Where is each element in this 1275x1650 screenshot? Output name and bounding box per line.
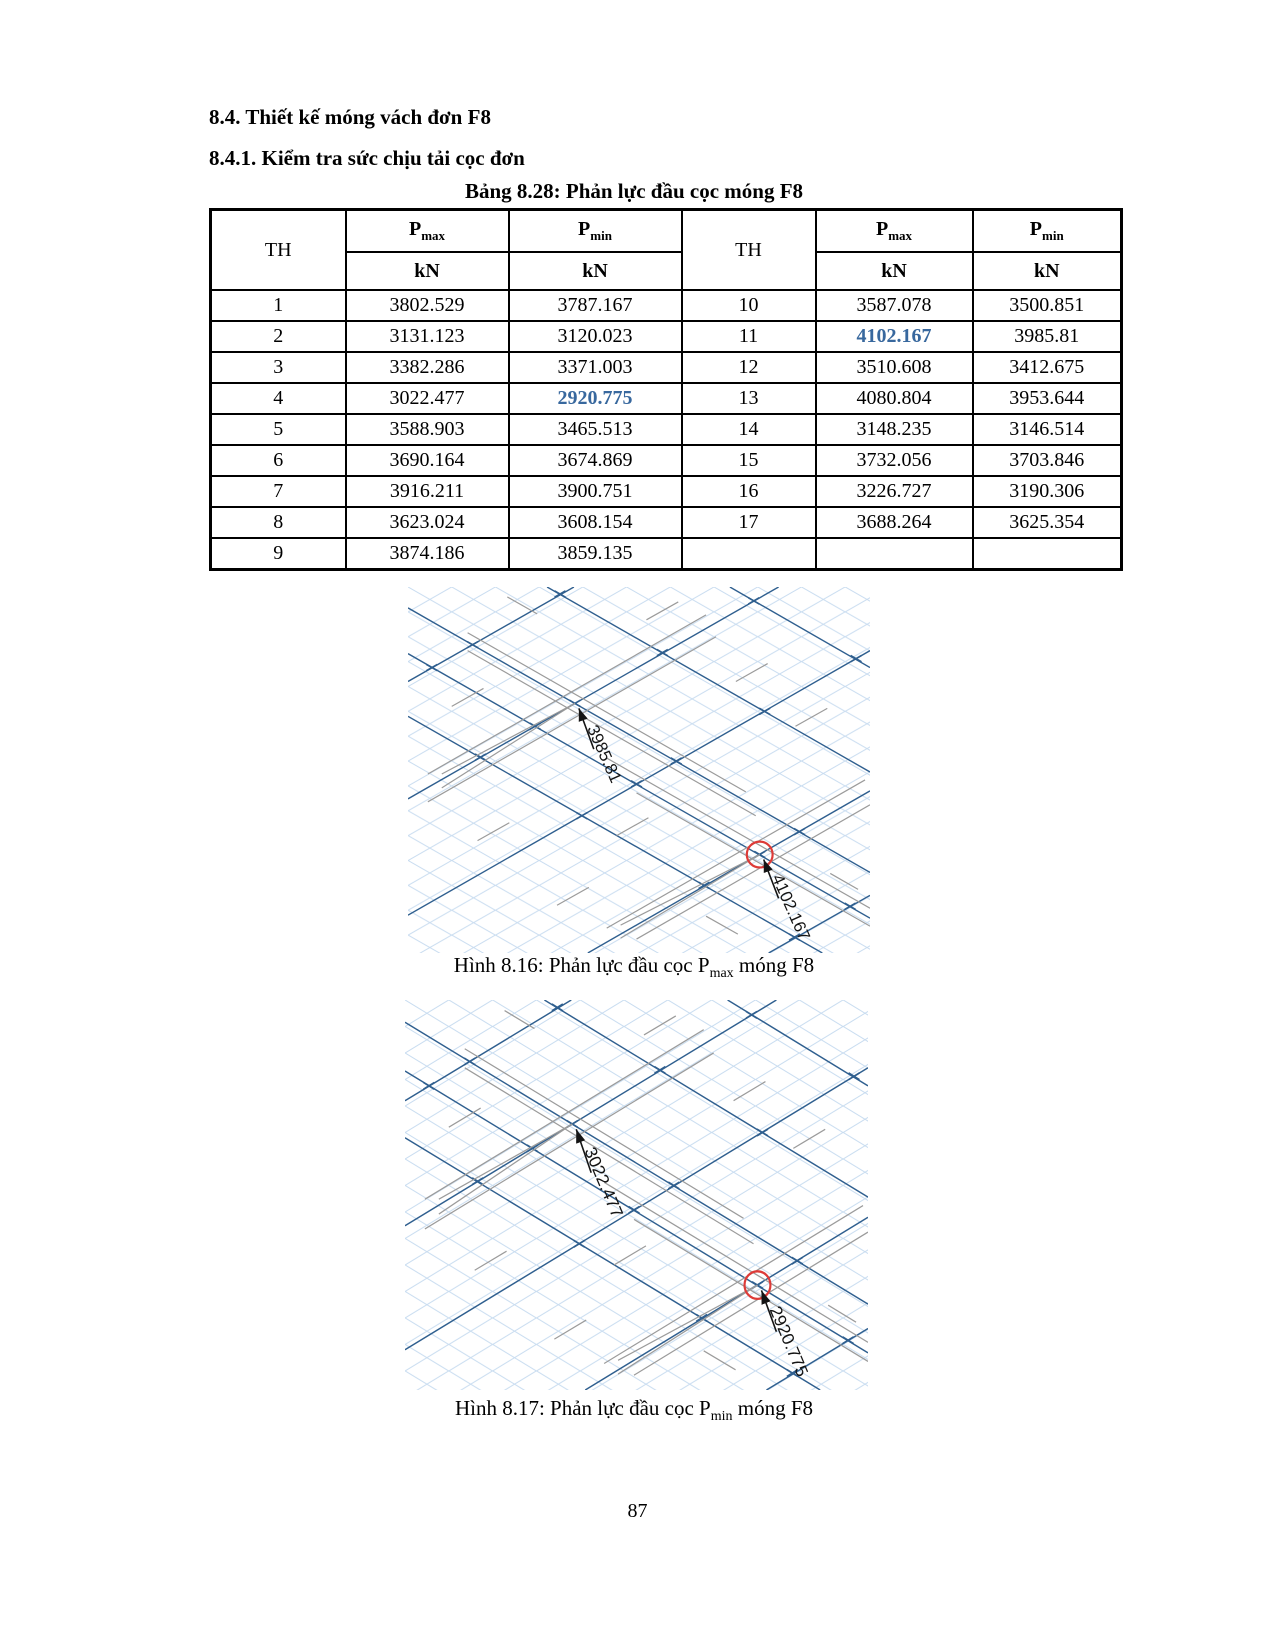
table-row xyxy=(211,538,1122,570)
cell-reaction-value: 3412.675 xyxy=(973,352,1122,383)
table-row xyxy=(211,507,1122,538)
cell-reaction-value: 3623.024 xyxy=(346,507,509,538)
pile-reaction-label: 2920.775 xyxy=(765,1302,813,1380)
table-row xyxy=(211,321,1122,352)
cell-reaction-value: 3465.513 xyxy=(509,414,682,445)
table-caption: Bảng 8.28: Phản lực đầu cọc móng F8 xyxy=(464,179,804,203)
cell-reaction-value: 3859.135 xyxy=(509,538,682,570)
pile-reaction-label: 3985.81 xyxy=(583,722,626,786)
cell-reaction-value: 3985.81 xyxy=(973,321,1122,352)
cell-reaction-value: 3703.846 xyxy=(973,445,1122,476)
cell-case-number: 9 xyxy=(211,538,346,570)
cell-case-number: 5 xyxy=(211,414,346,445)
cell-reaction-value: 4102.167 xyxy=(816,321,973,352)
cell-reaction-value: 3148.235 xyxy=(816,414,973,445)
cell-case-number: 17 xyxy=(682,507,816,538)
cell-reaction-value: 3131.123 xyxy=(346,321,509,352)
cell-reaction-value: 3190.306 xyxy=(973,476,1122,507)
cell-case-number: 6 xyxy=(211,445,346,476)
pile-reaction-label: 3022.477 xyxy=(580,1143,628,1221)
cell-reaction-value: 3120.023 xyxy=(509,321,682,352)
table-body xyxy=(211,290,1122,570)
cell-case-number: 8 xyxy=(211,507,346,538)
cell-reaction-value: 3510.608 xyxy=(816,352,973,383)
cell-reaction-value: 3688.264 xyxy=(816,507,973,538)
figure-caption-817: Hình 8.17: Phản lực đầu cọc $P_{min}$ móng F8 xyxy=(454,1396,814,1425)
cell-reaction-value: 3022.477 xyxy=(346,383,509,414)
cell-reaction-value xyxy=(973,538,1122,570)
pile-reaction-table xyxy=(209,208,1123,571)
cell-reaction-value: 3587.078 xyxy=(816,290,973,321)
unit-cell: kN xyxy=(346,252,509,290)
cell-case-number: 15 xyxy=(682,445,816,476)
cell-case-number: 3 xyxy=(211,352,346,383)
cell-reaction-value: 3500.851 xyxy=(973,290,1122,321)
unit-cell: kN xyxy=(509,252,682,290)
header-th-right: TH xyxy=(682,210,816,291)
cell-reaction-value xyxy=(816,538,973,570)
cell-reaction-value: 3588.903 xyxy=(346,414,509,445)
subsection-heading: 8.4.1. Kiểm tra sức chịu tải cọc đơn xyxy=(209,146,525,170)
figure-pmin xyxy=(405,1000,868,1395)
cell-reaction-value: 3625.354 xyxy=(973,507,1122,538)
figure-pmax xyxy=(408,587,870,958)
cell-case-number: 11 xyxy=(682,321,816,352)
cell-reaction-value: 3382.286 xyxy=(346,352,509,383)
pile-reaction-label: 4102.167 xyxy=(767,871,814,944)
cell-reaction-value: 3953.644 xyxy=(973,383,1122,414)
header-pmin-right: $P_{min}$ xyxy=(973,210,1122,253)
cell-reaction-value: 3916.211 xyxy=(346,476,509,507)
cell-reaction-value: 3226.727 xyxy=(816,476,973,507)
unit-cell: kN xyxy=(973,252,1122,290)
figure-caption-816: Hình 8.16: Phản lực đầu cọc $P_{max}$ móng F8 xyxy=(453,953,815,982)
cell-case-number: 14 xyxy=(682,414,816,445)
cell-case-number xyxy=(682,538,816,570)
cell-reaction-value: 3802.529 xyxy=(346,290,509,321)
cell-case-number: 4 xyxy=(211,383,346,414)
table-row xyxy=(211,445,1122,476)
header-pmax-right: $P_{max}$ xyxy=(816,210,973,253)
cell-reaction-value: 3371.003 xyxy=(509,352,682,383)
table-row xyxy=(211,352,1122,383)
table-header xyxy=(211,210,1122,291)
table-row xyxy=(211,414,1122,445)
header-th-left: TH xyxy=(211,210,346,291)
cell-case-number: 2 xyxy=(211,321,346,352)
cell-case-number: 10 xyxy=(682,290,816,321)
cell-reaction-value: 3146.514 xyxy=(973,414,1122,445)
cell-case-number: 12 xyxy=(682,352,816,383)
unit-cell: kN xyxy=(816,252,973,290)
cell-case-number: 13 xyxy=(682,383,816,414)
cell-reaction-value: 3674.869 xyxy=(509,445,682,476)
cell-case-number: 1 xyxy=(211,290,346,321)
cell-case-number: 16 xyxy=(682,476,816,507)
cell-reaction-value: 3608.154 xyxy=(509,507,682,538)
cell-reaction-value: 3690.164 xyxy=(346,445,509,476)
page-number: 87 xyxy=(627,1500,648,1522)
cell-reaction-value: 3900.751 xyxy=(509,476,682,507)
table-row xyxy=(211,383,1122,414)
header-pmax-left: $P_{max}$ xyxy=(346,210,509,253)
cell-reaction-value: 2920.775 xyxy=(509,383,682,414)
table-row xyxy=(211,290,1122,321)
cell-case-number: 7 xyxy=(211,476,346,507)
cell-reaction-value: 4080.804 xyxy=(816,383,973,414)
cell-reaction-value: 3874.186 xyxy=(346,538,509,570)
header-pmin-left: $P_{min}$ xyxy=(509,210,682,253)
table-row xyxy=(211,476,1122,507)
cell-reaction-value: 3787.167 xyxy=(509,290,682,321)
cell-reaction-value: 3732.056 xyxy=(816,445,973,476)
section-heading: 8.4. Thiết kế móng vách đơn F8 xyxy=(209,105,491,129)
